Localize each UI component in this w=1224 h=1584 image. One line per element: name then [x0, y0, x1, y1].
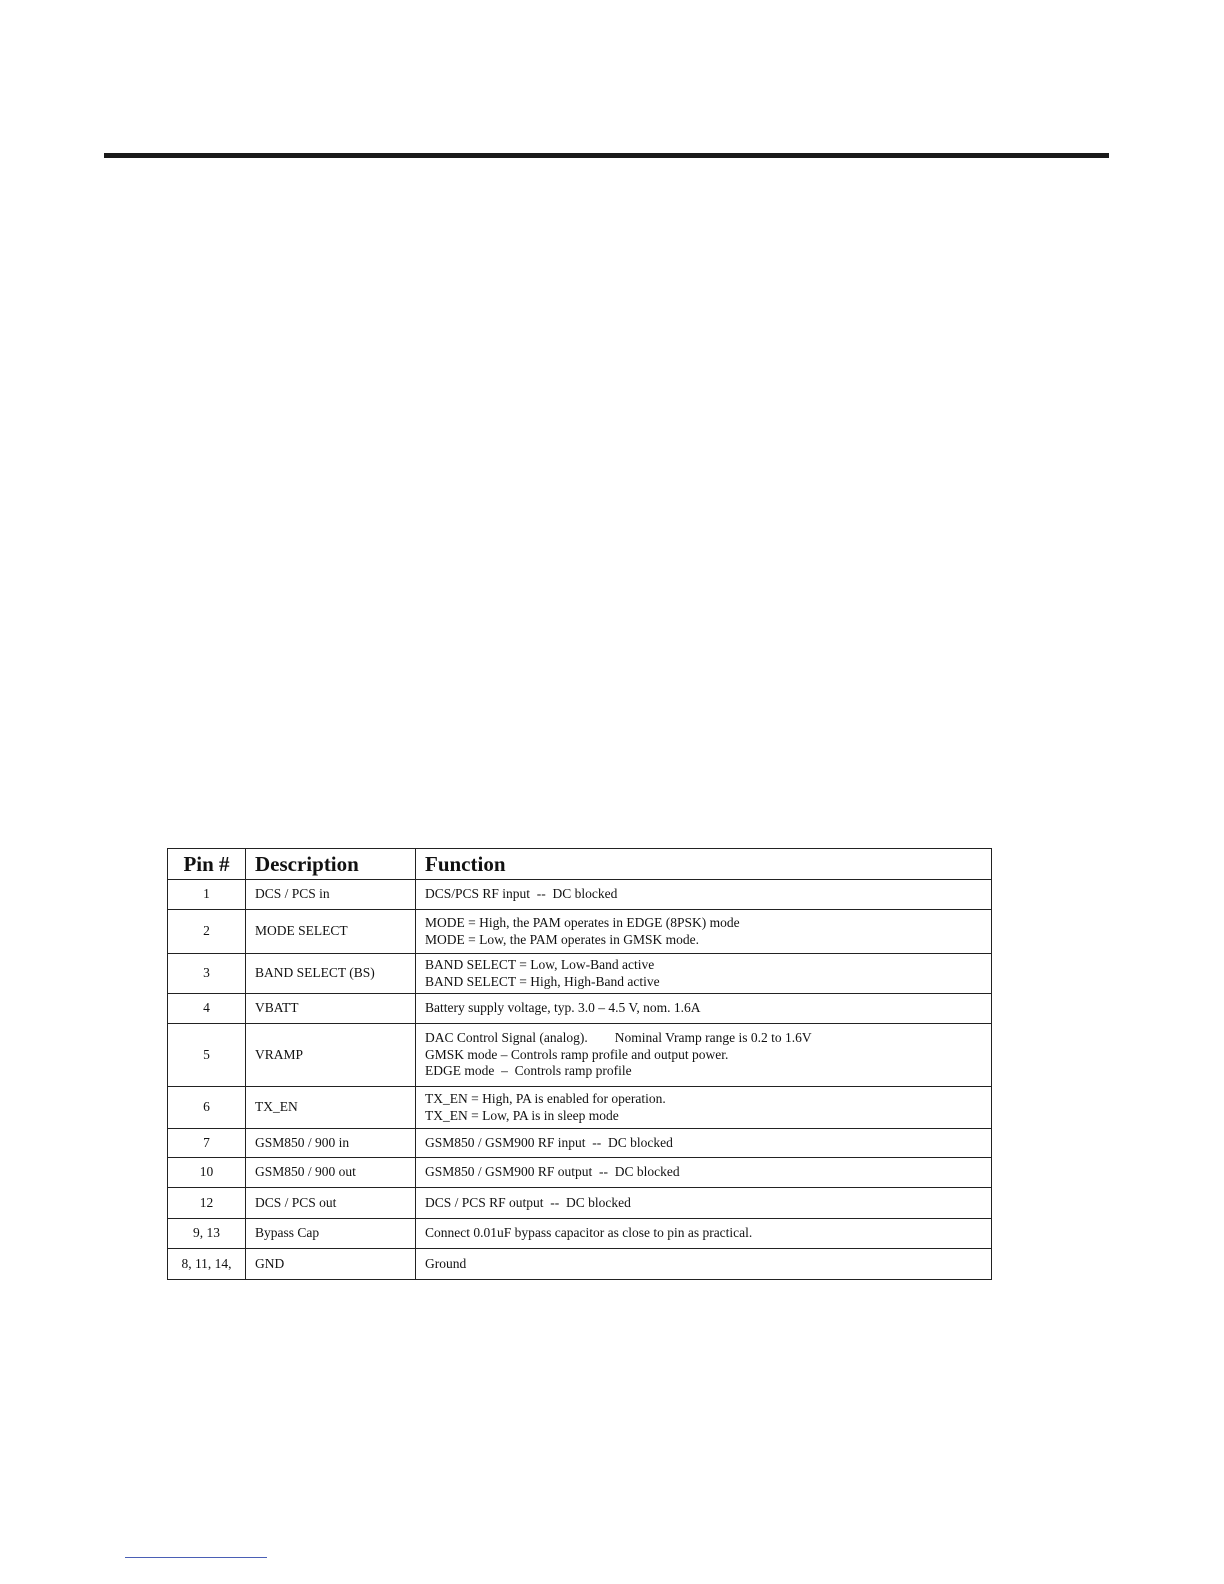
function-line: BAND SELECT = High, High-Band active	[425, 973, 660, 989]
pin-description: DCS / PCS in	[246, 880, 416, 910]
header-rule	[104, 153, 1109, 158]
table-header-row	[168, 849, 992, 880]
table-row	[168, 994, 992, 1024]
pin-number: 7	[168, 1129, 246, 1158]
function-line: GMSK mode – Controls ramp profile and output power.	[425, 1046, 729, 1062]
function-line: GSM850 / GSM900 RF output -- DC blocked	[425, 1164, 680, 1180]
pin-number: 5	[168, 1024, 246, 1087]
pin-description-table	[167, 848, 992, 1280]
table-row	[168, 1219, 992, 1249]
header-pin: Pin #	[168, 849, 246, 880]
function-line: GSM850 / GSM900 RF input -- DC blocked	[425, 1134, 673, 1150]
pin-number: 12	[168, 1188, 246, 1219]
table-row	[168, 1158, 992, 1188]
table-row	[168, 1129, 992, 1158]
pin-function	[416, 994, 992, 1024]
function-line: BAND SELECT = Low, Low-Band active	[425, 957, 655, 972]
pin-function	[416, 910, 992, 954]
function-line: DCS/PCS RF input -- DC blocked	[425, 886, 618, 902]
pin-function	[416, 1129, 992, 1158]
pin-function	[416, 1219, 992, 1249]
table-row	[168, 954, 992, 994]
table-row	[168, 1087, 992, 1129]
table-row	[168, 880, 992, 910]
pin-number: 9, 13	[168, 1219, 246, 1249]
pin-description: VRAMP	[246, 1024, 416, 1087]
table-row	[168, 1188, 992, 1219]
function-line: Battery supply voltage, typ. 3.0 – 4.5 V, nom. 1.6A	[425, 1000, 701, 1016]
pin-description: DCS / PCS out	[246, 1188, 416, 1219]
pin-description: MODE SELECT	[246, 910, 416, 954]
pin-description: GSM850 / 900 out	[246, 1158, 416, 1188]
function-line: EDGE mode – Controls ramp profile	[425, 1063, 632, 1079]
pin-number: 8, 11, 14,	[168, 1249, 246, 1280]
table-row	[168, 910, 992, 954]
pin-function	[416, 1024, 992, 1087]
pin-function	[416, 1188, 992, 1219]
function-line: DCS / PCS RF output -- DC blocked	[425, 1194, 631, 1210]
function-line: Connect 0.01uF bypass capacitor as close to pin as practical.	[425, 1225, 753, 1241]
pin-description: GND	[246, 1249, 416, 1280]
pin-function	[416, 1087, 992, 1129]
pin-function	[416, 1249, 992, 1280]
header-description: Description	[246, 849, 416, 880]
pin-description: Bypass Cap	[246, 1219, 416, 1249]
pin-number: 2	[168, 910, 246, 954]
pin-number: 10	[168, 1158, 246, 1188]
footnote-rule	[125, 1557, 267, 1558]
pin-number: 3	[168, 954, 246, 994]
function-line: MODE = High, the PAM operates in EDGE (8PSK) mode	[425, 915, 740, 930]
table-row	[168, 1249, 992, 1280]
pin-description: GSM850 / 900 in	[246, 1129, 416, 1158]
pin-number: 6	[168, 1087, 246, 1129]
header-function: Function	[416, 849, 992, 880]
function-line: MODE = Low, the PAM operates in GMSK mode.	[425, 931, 699, 947]
table-body	[168, 880, 992, 1280]
table-row	[168, 1024, 992, 1087]
pin-number: 1	[168, 880, 246, 910]
pin-function	[416, 954, 992, 994]
pin-function	[416, 1158, 992, 1188]
pin-description: TX_EN	[246, 1087, 416, 1129]
function-line: TX_EN = Low, PA is in sleep mode	[425, 1107, 619, 1123]
function-line: DAC Control Signal (analog). Nominal Vramp range is 0.2 to 1.6V	[425, 1030, 812, 1046]
function-line: TX_EN = High, PA is enabled for operation.	[425, 1091, 666, 1106]
pin-number: 4	[168, 994, 246, 1024]
function-line: Ground	[425, 1255, 467, 1271]
pin-function	[416, 880, 992, 910]
pin-description: BAND SELECT (BS)	[246, 954, 416, 994]
pin-description: VBATT	[246, 994, 416, 1024]
